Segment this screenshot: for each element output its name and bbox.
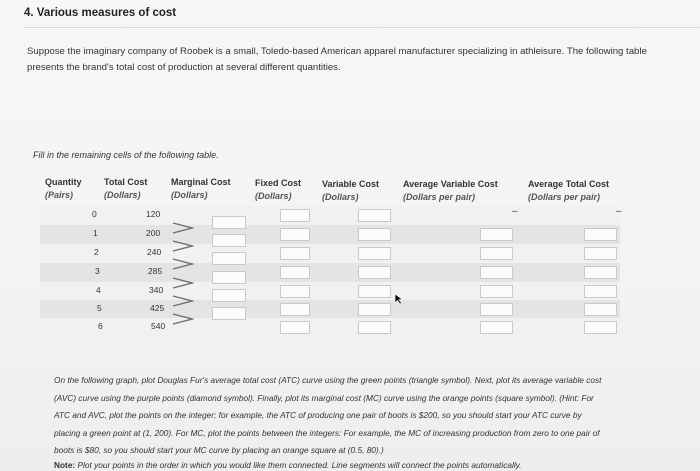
- fixed-cost-input[interactable]: [280, 247, 310, 260]
- fixed-cost-input[interactable]: [280, 266, 310, 279]
- total-cost-cell: 120: [146, 209, 161, 219]
- chevron-right-icon: [172, 222, 194, 234]
- fixed-cost-input[interactable]: [280, 285, 310, 298]
- table-row: [40, 300, 620, 319]
- header-total-cost: [104, 176, 147, 202]
- total-cost-cell: 285: [148, 266, 163, 276]
- header-unit: (Dollars per pair): [528, 192, 601, 202]
- instruction-line-1: On the following graph, plot Douglas Fur's average total cost (ATC) curve using the green points (triangle symbol). Next, plot its average variable cost: [54, 375, 602, 385]
- avc-input[interactable]: [480, 303, 513, 316]
- table-row: [40, 318, 620, 337]
- quantity-cell: 5: [97, 303, 102, 313]
- fixed-cost-input[interactable]: [280, 209, 310, 222]
- avc-input[interactable]: [480, 266, 513, 279]
- marginal-cost-input[interactable]: [212, 307, 246, 320]
- avc-input[interactable]: [480, 321, 513, 334]
- header-unit: (Pairs): [45, 190, 74, 200]
- fixed-cost-input[interactable]: [280, 321, 310, 334]
- header-unit: (Dollars per pair): [403, 192, 476, 202]
- total-cost-cell: 200: [146, 228, 161, 238]
- note-text: Plot your points in the order in which you would like them connected. Line segments will connect the points automatically.: [77, 460, 522, 470]
- header-quantity: [45, 176, 82, 202]
- header-unit: (Dollars): [171, 190, 208, 200]
- avc-input[interactable]: [480, 228, 513, 241]
- variable-cost-input[interactable]: [358, 321, 391, 334]
- atc-input[interactable]: [584, 303, 617, 316]
- fixed-cost-input[interactable]: [280, 228, 310, 241]
- avc-input[interactable]: [480, 285, 513, 298]
- total-cost-cell: 425: [150, 303, 165, 313]
- header-title: Average Total Cost: [528, 179, 610, 189]
- header-atc: [528, 178, 609, 204]
- marginal-cost-input[interactable]: [212, 216, 246, 229]
- header-title: Quantity: [45, 177, 82, 187]
- atc-input[interactable]: [584, 321, 617, 334]
- quantity-cell: 3: [95, 266, 100, 276]
- marginal-cost-input[interactable]: [212, 271, 246, 284]
- chevron-right-icon: [172, 295, 194, 307]
- quantity-cell: 2: [94, 247, 99, 257]
- variable-cost-input[interactable]: [358, 228, 391, 241]
- section-title: 4. Various measures of cost: [24, 7, 177, 19]
- atc-input[interactable]: [584, 285, 617, 298]
- header-title: Fixed Cost: [255, 178, 302, 188]
- instruction-line-4: placing a green point at (1, 200). For MC, plot the points between the integers: For example, the MC of increasing production from zero to one pair of: [54, 427, 600, 438]
- plot-note: [54, 460, 521, 470]
- chevron-right-icon: [172, 258, 194, 270]
- intro-paragraph: [27, 44, 700, 76]
- table-row: [40, 263, 620, 282]
- table-row: [40, 282, 620, 301]
- variable-cost-input[interactable]: [358, 285, 391, 298]
- header-fixed-cost: [255, 177, 301, 203]
- avc-input[interactable]: [480, 247, 513, 260]
- instruction-line-5: boots is $80, so you should start your MC curve by placing an orange square at (0.5, 80).): [54, 445, 384, 455]
- variable-cost-input[interactable]: [358, 209, 391, 222]
- empty-dash: –: [512, 206, 518, 217]
- quantity-cell: 0: [92, 209, 97, 219]
- header-title: Variable Cost: [322, 179, 380, 189]
- variable-cost-input[interactable]: [358, 247, 391, 260]
- header-unit: (Dollars): [322, 192, 359, 202]
- title-divider: [24, 27, 700, 28]
- header-marginal-cost: [171, 176, 231, 202]
- intro-line-1: Suppose the imaginary company of Roobek is a small, Toledo-based American apparel manufacturer specializing in athleisure. The following table: [27, 46, 647, 57]
- quantity-cell: 4: [96, 285, 101, 295]
- total-cost-cell: 340: [149, 285, 164, 295]
- atc-input[interactable]: [584, 247, 617, 260]
- table-row: [40, 225, 620, 244]
- total-cost-cell: 540: [151, 321, 166, 331]
- atc-input[interactable]: [584, 228, 617, 241]
- empty-dash: –: [616, 206, 622, 217]
- marginal-cost-input[interactable]: [212, 252, 246, 265]
- note-label: Note:: [54, 460, 76, 470]
- header-title: Average Variable Cost: [403, 179, 498, 189]
- fixed-cost-input[interactable]: [280, 303, 310, 316]
- chevron-right-icon: [172, 313, 194, 325]
- instruction-line-2: (AVC) curve using the purple points (diamond symbol). Finally, plot its marginal cost (MC) curve using the orange points (square symbol). (Hint: For: [54, 392, 594, 403]
- table-row: [40, 244, 620, 263]
- atc-input[interactable]: [584, 266, 617, 279]
- variable-cost-input[interactable]: [358, 303, 391, 316]
- header-unit: (Dollars): [255, 191, 292, 201]
- header-variable-cost: [322, 178, 379, 204]
- chevron-right-icon: [172, 240, 194, 252]
- fill-instruction: Fill in the remaining cells of the following table.: [33, 150, 219, 160]
- quantity-cell: 6: [98, 321, 103, 331]
- variable-cost-input[interactable]: [358, 266, 391, 279]
- quantity-cell: 1: [93, 228, 98, 238]
- total-cost-cell: 240: [147, 247, 162, 257]
- marginal-cost-input[interactable]: [212, 289, 246, 302]
- header-unit: (Dollars): [104, 190, 141, 200]
- intro-line-2: presents the brand's total cost of production at several different quantities.: [27, 62, 341, 73]
- graph-instructions: [54, 372, 700, 460]
- table-row: [40, 206, 620, 225]
- mouse-pointer-icon: [394, 293, 404, 305]
- chevron-right-icon: [172, 277, 194, 289]
- header-avc: [403, 178, 498, 204]
- header-title: Marginal Cost: [171, 177, 231, 187]
- marginal-cost-input[interactable]: [212, 234, 246, 247]
- header-title: Total Cost: [104, 177, 148, 187]
- instruction-line-3: ATC and AVC, plot the points on the integer; for example, the ATC of producing one pair of boots is $200, so you should start your ATC curve by: [54, 410, 582, 420]
